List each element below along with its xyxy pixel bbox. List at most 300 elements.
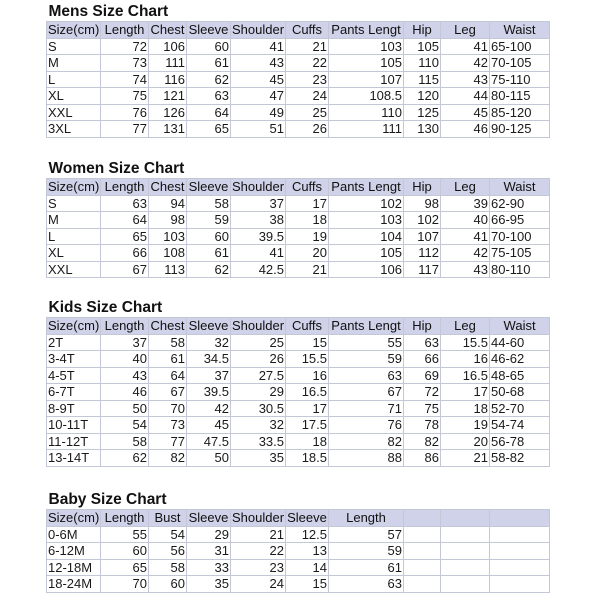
value-cell: 32 (187, 334, 231, 351)
value-cell: 21 (441, 450, 490, 467)
column-header: Length (101, 179, 149, 196)
value-cell: 90-125 (490, 121, 550, 138)
value-cell: 40 (441, 212, 490, 229)
size-label-cell: 12-18M (47, 559, 101, 576)
value-cell: 120 (404, 88, 441, 105)
value-cell: 61 (187, 245, 231, 262)
chart-title: Baby Size Chart (48, 490, 167, 508)
size-label-cell: XL (47, 245, 101, 262)
value-cell: 43 (231, 55, 286, 72)
value-cell: 60 (149, 576, 187, 593)
value-cell: 15 (286, 334, 329, 351)
value-cell: 24 (231, 576, 286, 593)
value-cell: 54 (149, 526, 187, 543)
value-cell: 65 (187, 121, 231, 138)
column-header: Sleeve (187, 179, 231, 196)
value-cell: 88 (329, 450, 404, 467)
column-header: Shoulder (232, 22, 285, 38)
value-cell: 42.5 (231, 261, 286, 278)
value-cell: 45 (231, 71, 286, 88)
value-cell: 43 (101, 367, 149, 384)
value-cell: 103 (149, 228, 187, 245)
value-cell: 33 (187, 559, 231, 576)
table-row (47, 576, 550, 593)
value-cell: 60 (187, 38, 231, 55)
value-cell: 80-115 (490, 88, 550, 105)
empty-cell (490, 526, 550, 543)
value-cell: 73 (101, 55, 149, 72)
value-cell: 35 (187, 576, 231, 593)
value-cell: 34.5 (187, 351, 231, 368)
size-label-cell: 6-12M (47, 543, 101, 560)
value-cell: 56-78 (490, 433, 550, 450)
value-cell: 47.5 (187, 433, 231, 450)
value-cell: 58 (149, 559, 187, 576)
size-label-cell: 3XL (47, 121, 101, 138)
value-cell: 107 (404, 228, 441, 245)
value-cell: 42 (441, 245, 490, 262)
value-cell: 76 (101, 104, 149, 121)
value-cell: 13 (286, 543, 329, 560)
size-label-cell: 13-14T (47, 450, 101, 467)
size-label-cell: L (47, 228, 101, 245)
column-header: Sleeve (187, 510, 231, 527)
table-row (47, 195, 550, 212)
value-cell: 111 (149, 55, 187, 72)
value-cell: 17 (286, 400, 329, 417)
value-cell: 78 (404, 417, 441, 434)
value-cell: 67 (101, 261, 149, 278)
value-cell: 63 (101, 195, 149, 212)
empty-header-cell (441, 510, 490, 527)
column-header: Shoulder (232, 510, 285, 526)
column-header: Sleeve (187, 318, 231, 335)
value-cell: 16 (286, 367, 329, 384)
value-cell: 15.5 (441, 334, 490, 351)
empty-cell (404, 526, 441, 543)
size-label-cell: 10-11T (47, 417, 101, 434)
value-cell: 48-65 (490, 367, 550, 384)
value-cell: 17 (286, 195, 329, 212)
column-header: Size(cm) (48, 510, 100, 526)
table-row (47, 543, 550, 560)
column-header: Length (329, 510, 404, 527)
value-cell: 44 (441, 88, 490, 105)
value-cell: 39 (441, 195, 490, 212)
empty-cell (404, 543, 441, 560)
value-cell: 16.5 (441, 367, 490, 384)
value-cell: 23 (231, 559, 286, 576)
column-header: Length (101, 22, 149, 39)
table-row (47, 351, 550, 368)
value-cell: 64 (187, 104, 231, 121)
value-cell: 54 (101, 417, 149, 434)
value-cell: 105 (329, 245, 404, 262)
value-cell: 46 (441, 121, 490, 138)
value-cell: 82 (329, 433, 404, 450)
value-cell: 108.5 (329, 88, 404, 105)
value-cell: 131 (149, 121, 187, 138)
value-cell: 15.5 (286, 351, 329, 368)
table-row (47, 400, 550, 417)
size-label-cell: 11-12T (47, 433, 101, 450)
table-row (47, 104, 550, 121)
value-cell: 105 (329, 55, 404, 72)
chart-title: Kids Size Chart (48, 298, 163, 316)
table-row (47, 71, 550, 88)
value-cell: 113 (149, 261, 187, 278)
value-cell: 43 (441, 261, 490, 278)
value-cell: 41 (441, 38, 490, 55)
value-cell: 18 (286, 433, 329, 450)
value-cell: 19 (286, 228, 329, 245)
value-cell: 104 (329, 228, 404, 245)
empty-cell (490, 543, 550, 560)
baby-size-table (46, 489, 550, 593)
value-cell: 26 (286, 121, 329, 138)
chart-title: Women Size Chart (48, 159, 185, 177)
column-header: Pants Lengt (329, 318, 404, 335)
column-header: Chest (149, 318, 187, 335)
value-cell: 22 (231, 543, 286, 560)
value-cell: 62 (187, 71, 231, 88)
value-cell: 102 (404, 212, 441, 229)
value-cell: 58 (149, 334, 187, 351)
value-cell: 63 (329, 367, 404, 384)
size-label-cell: XXL (47, 104, 101, 121)
table-row (47, 559, 550, 576)
value-cell: 52-70 (490, 400, 550, 417)
empty-cell (404, 559, 441, 576)
value-cell: 54-74 (490, 417, 550, 434)
value-cell: 60 (187, 228, 231, 245)
value-cell: 20 (286, 245, 329, 262)
column-header: Length (101, 318, 149, 335)
empty-header-cell (404, 510, 441, 527)
mens-size-table (46, 1, 550, 138)
column-header: Waist (490, 22, 550, 39)
value-cell: 72 (404, 384, 441, 401)
size-label-cell: S (47, 195, 101, 212)
value-cell: 130 (404, 121, 441, 138)
value-cell: 30.5 (231, 400, 286, 417)
column-header: Size(cm) (48, 22, 100, 38)
value-cell: 103 (329, 212, 404, 229)
value-cell: 17 (441, 384, 490, 401)
column-header: Size(cm) (48, 179, 100, 195)
column-header: Size(cm) (48, 318, 100, 334)
value-cell: 69 (404, 367, 441, 384)
value-cell: 121 (149, 88, 187, 105)
value-cell: 76 (329, 417, 404, 434)
value-cell: 98 (404, 195, 441, 212)
value-cell: 106 (329, 261, 404, 278)
value-cell: 55 (101, 526, 149, 543)
value-cell: 70-100 (490, 228, 550, 245)
size-label-cell: XXL (47, 261, 101, 278)
value-cell: 49 (231, 104, 286, 121)
size-label-cell: S (47, 38, 101, 55)
value-cell: 82 (404, 433, 441, 450)
table-row (47, 261, 550, 278)
value-cell: 18 (441, 400, 490, 417)
value-cell: 27.5 (231, 367, 286, 384)
value-cell: 16 (441, 351, 490, 368)
value-cell: 58 (101, 433, 149, 450)
table-row (47, 433, 550, 450)
chart-title-row (47, 1, 550, 22)
value-cell: 50 (187, 450, 231, 467)
value-cell: 60 (101, 543, 149, 560)
column-header: Pants Lengt (329, 179, 404, 196)
value-cell: 16.5 (286, 384, 329, 401)
size-label-cell: 4-5T (47, 367, 101, 384)
size-label-cell: M (47, 212, 101, 229)
value-cell: 63 (329, 576, 404, 593)
value-cell: 62 (101, 450, 149, 467)
value-cell: 70-105 (490, 55, 550, 72)
column-header: Shoulder (232, 179, 285, 195)
table-row (47, 367, 550, 384)
table-row (47, 121, 550, 138)
value-cell: 26 (231, 351, 286, 368)
empty-cell (441, 559, 490, 576)
empty-cell (404, 576, 441, 593)
value-cell: 126 (149, 104, 187, 121)
column-header: Leg (441, 318, 490, 335)
value-cell: 57 (329, 526, 404, 543)
value-cell: 22 (286, 55, 329, 72)
size-label-cell: 0-6M (47, 526, 101, 543)
value-cell: 64 (101, 212, 149, 229)
value-cell: 75-110 (490, 71, 550, 88)
value-cell: 63 (404, 334, 441, 351)
empty-cell (490, 559, 550, 576)
column-header: Shoulder (232, 318, 285, 334)
value-cell: 116 (149, 71, 187, 88)
size-label-cell: 2T (47, 334, 101, 351)
value-cell: 15 (286, 576, 329, 593)
value-cell: 40 (101, 351, 149, 368)
value-cell: 66 (101, 245, 149, 262)
value-cell: 56 (149, 543, 187, 560)
value-cell: 42 (441, 55, 490, 72)
value-cell: 110 (329, 104, 404, 121)
column-header: Sleeve (287, 510, 327, 526)
value-cell: 50 (101, 400, 149, 417)
table-row (47, 417, 550, 434)
size-label-cell: 6-7T (47, 384, 101, 401)
value-cell: 41 (441, 228, 490, 245)
value-cell: 77 (149, 433, 187, 450)
value-cell: 58-82 (490, 450, 550, 467)
value-cell: 106 (149, 38, 187, 55)
value-cell: 37 (231, 195, 286, 212)
size-label-cell: 8-9T (47, 400, 101, 417)
value-cell: 39.5 (187, 384, 231, 401)
table-row (47, 228, 550, 245)
value-cell: 46 (101, 384, 149, 401)
header-row (47, 22, 550, 39)
value-cell: 66 (404, 351, 441, 368)
value-cell: 75 (101, 88, 149, 105)
chart-title-row (47, 489, 550, 510)
value-cell: 112 (404, 245, 441, 262)
size-label-cell: 18-24M (47, 576, 101, 593)
value-cell: 103 (329, 38, 404, 55)
value-cell: 21 (286, 261, 329, 278)
table-row (47, 450, 550, 467)
value-cell: 107 (329, 71, 404, 88)
value-cell: 98 (149, 212, 187, 229)
table-row (47, 88, 550, 105)
column-header: Leg (441, 179, 490, 196)
value-cell: 85-120 (490, 104, 550, 121)
chart-title: Mens Size Chart (48, 2, 169, 20)
value-cell: 41 (231, 245, 286, 262)
column-header: Chest (149, 22, 187, 39)
value-cell: 125 (404, 104, 441, 121)
column-header: Pants Lengt (329, 22, 404, 39)
table-row (47, 38, 550, 55)
header-row (47, 179, 550, 196)
column-header: Chest (149, 179, 187, 196)
value-cell: 35 (231, 450, 286, 467)
value-cell: 45 (187, 417, 231, 434)
value-cell: 74 (101, 71, 149, 88)
value-cell: 25 (231, 334, 286, 351)
column-header: Cuffs (286, 22, 329, 39)
column-header: Leg (441, 22, 490, 39)
value-cell: 38 (231, 212, 286, 229)
value-cell: 17.5 (286, 417, 329, 434)
value-cell: 86 (404, 450, 441, 467)
value-cell: 67 (149, 384, 187, 401)
column-header: Cuffs (286, 318, 329, 335)
value-cell: 71 (329, 400, 404, 417)
value-cell: 62 (187, 261, 231, 278)
column-header: Length (101, 510, 149, 527)
table-row (47, 245, 550, 262)
value-cell: 108 (149, 245, 187, 262)
value-cell: 37 (187, 367, 231, 384)
value-cell: 25 (286, 104, 329, 121)
value-cell: 59 (329, 351, 404, 368)
value-cell: 46-62 (490, 351, 550, 368)
column-header: Sleeve (187, 22, 231, 39)
value-cell: 110 (404, 55, 441, 72)
value-cell: 73 (149, 417, 187, 434)
value-cell: 51 (231, 121, 286, 138)
value-cell: 23 (286, 71, 329, 88)
size-label-cell: XL (47, 88, 101, 105)
column-header: Hip (404, 179, 441, 196)
value-cell: 102 (329, 195, 404, 212)
value-cell: 117 (404, 261, 441, 278)
column-header: Waist (490, 179, 550, 196)
value-cell: 21 (231, 526, 286, 543)
header-row (47, 318, 550, 335)
value-cell: 31 (187, 543, 231, 560)
column-header: Bust (149, 510, 187, 527)
value-cell: 75-105 (490, 245, 550, 262)
empty-cell (441, 576, 490, 593)
table-row (47, 55, 550, 72)
value-cell: 20 (441, 433, 490, 450)
value-cell: 70 (149, 400, 187, 417)
chart-title-row (47, 297, 550, 318)
empty-cell (441, 526, 490, 543)
value-cell: 65-100 (490, 38, 550, 55)
value-cell: 58 (187, 195, 231, 212)
header-row (47, 510, 550, 527)
value-cell: 55 (329, 334, 404, 351)
value-cell: 59 (187, 212, 231, 229)
value-cell: 80-110 (490, 261, 550, 278)
table-row (47, 212, 550, 229)
size-label-cell: L (47, 71, 101, 88)
value-cell: 43 (441, 71, 490, 88)
value-cell: 105 (404, 38, 441, 55)
value-cell: 66-95 (490, 212, 550, 229)
value-cell: 19 (441, 417, 490, 434)
value-cell: 37 (101, 334, 149, 351)
table-row (47, 334, 550, 351)
value-cell: 64 (149, 367, 187, 384)
value-cell: 42 (187, 400, 231, 417)
size-label-cell: 3-4T (47, 351, 101, 368)
chart-title-row (47, 158, 550, 179)
value-cell: 111 (329, 121, 404, 138)
value-cell: 47 (231, 88, 286, 105)
value-cell: 62-90 (490, 195, 550, 212)
size-label-cell: M (47, 55, 101, 72)
value-cell: 14 (286, 559, 329, 576)
value-cell: 18.5 (286, 450, 329, 467)
table-row (47, 384, 550, 401)
value-cell: 61 (149, 351, 187, 368)
value-cell: 65 (101, 559, 149, 576)
kids-size-table (46, 297, 550, 467)
value-cell: 18 (286, 212, 329, 229)
value-cell: 70 (101, 576, 149, 593)
value-cell: 94 (149, 195, 187, 212)
column-header: Hip (404, 22, 441, 39)
value-cell: 41 (231, 38, 286, 55)
column-header: Waist (490, 318, 550, 335)
value-cell: 67 (329, 384, 404, 401)
value-cell: 39.5 (231, 228, 286, 245)
women-size-table (46, 158, 550, 278)
value-cell: 29 (231, 384, 286, 401)
column-header: Cuffs (286, 179, 329, 196)
value-cell: 65 (101, 228, 149, 245)
value-cell: 29 (187, 526, 231, 543)
empty-header-cell (490, 510, 550, 527)
value-cell: 82 (149, 450, 187, 467)
table-row (47, 526, 550, 543)
empty-cell (490, 576, 550, 593)
value-cell: 77 (101, 121, 149, 138)
value-cell: 12.5 (286, 526, 329, 543)
column-header: Hip (404, 318, 441, 335)
value-cell: 63 (187, 88, 231, 105)
value-cell: 61 (187, 55, 231, 72)
value-cell: 44-60 (490, 334, 550, 351)
value-cell: 115 (404, 71, 441, 88)
value-cell: 59 (329, 543, 404, 560)
value-cell: 75 (404, 400, 441, 417)
